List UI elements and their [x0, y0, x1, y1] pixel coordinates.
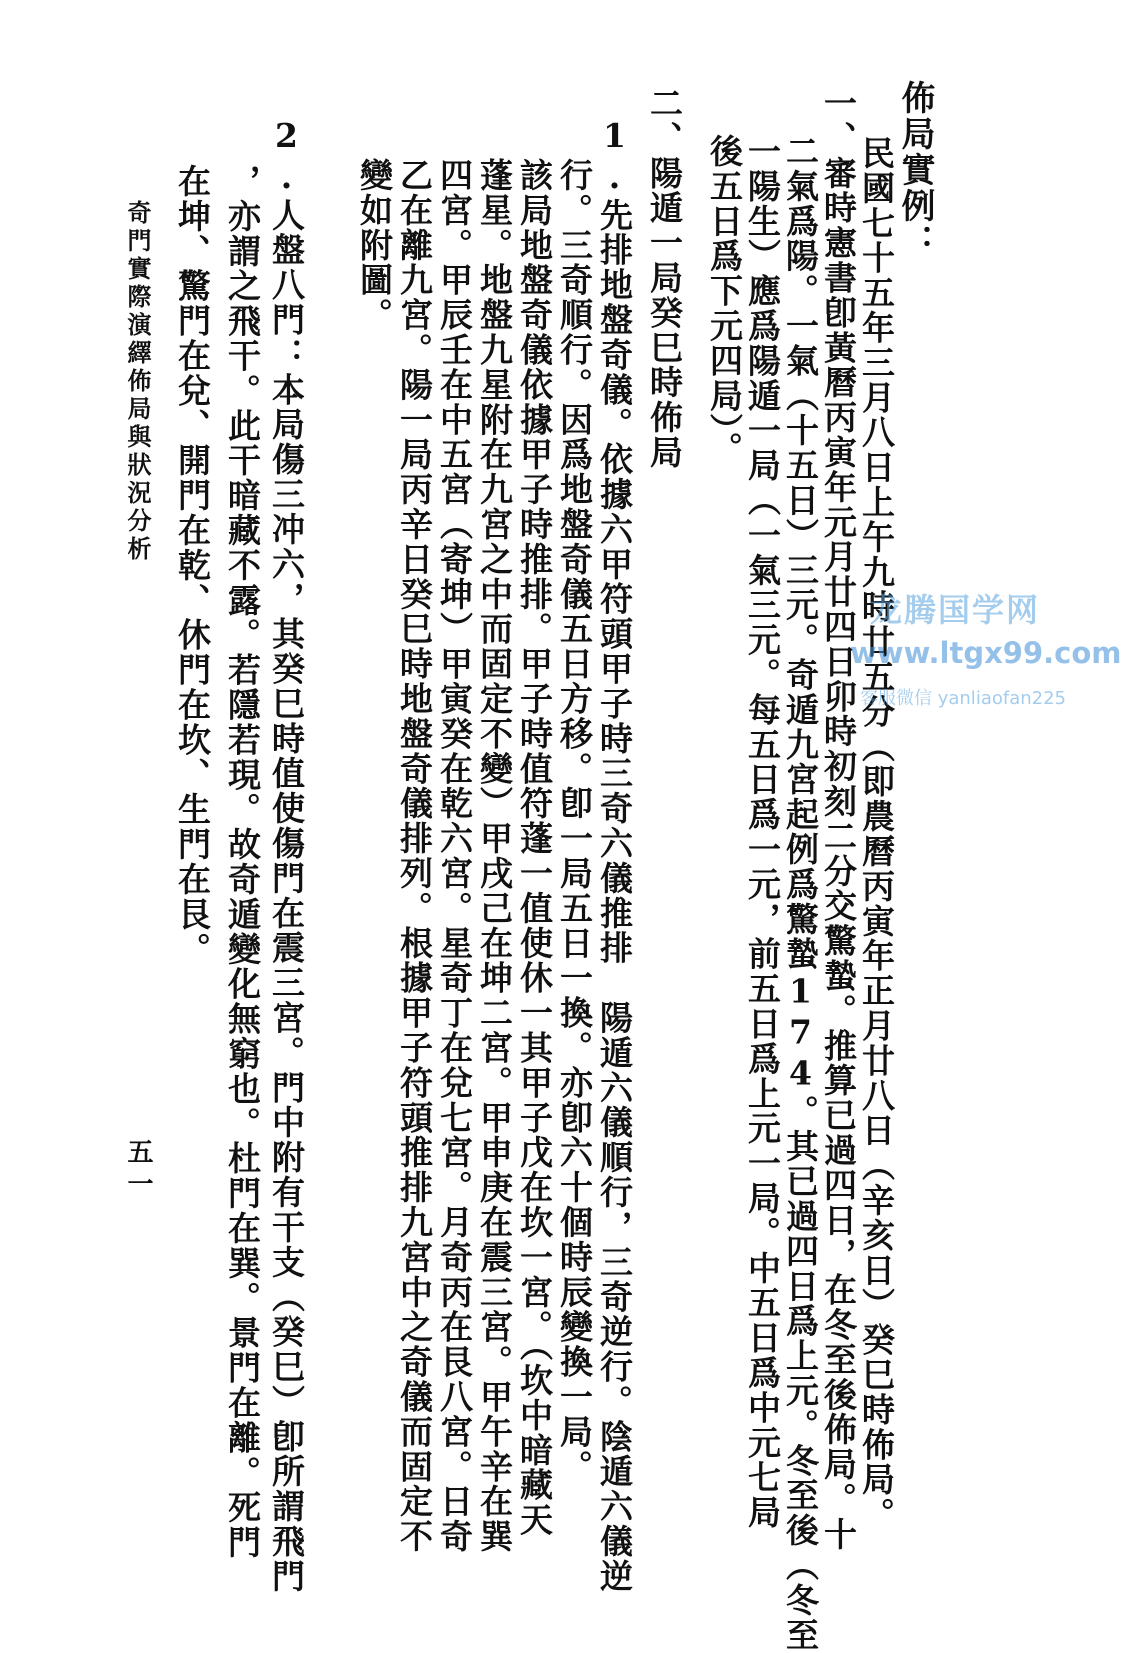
watermark-url: www.ltgx99.com — [850, 636, 1122, 670]
text-column: 乙在離九宮。陽一局丙辛日癸巳時地盤奇儀排列。根據甲子符頭推排九宮中之奇儀而固定不 — [395, 158, 434, 1554]
text-column: 民國七十五年三月八日上午九時廿五分（即農曆丙寅年正月廿八日（辛亥日）癸巳時佈局。 — [857, 136, 896, 1532]
watermark-brand: 龙腾国学网 — [870, 591, 1041, 629]
watermark-contact: 客服微信 yanliaofan225 — [860, 688, 1066, 709]
text-column: 一陽生）應爲陽遁一局（一氣三元。每五日爲一元，前五日爲上元一局。中五日爲中元七局 — [743, 134, 782, 1530]
text-column: 行。三奇順行。因爲地盤奇儀五日方移。卽一局五日一換。亦卽六十個時辰變換一局。 — [555, 158, 594, 1485]
text-column: 變如附圖。 — [355, 158, 394, 333]
section-heading: 佈局實例： — [895, 80, 935, 260]
running-head: 奇門實際演繹佈局與狀況分析 — [123, 200, 152, 564]
text-column: ，亦謂之飛干。此干暗藏不露。若隱若現。故奇遁變化無窮也。杜門在巽。景門在離。死門 — [223, 164, 262, 1560]
text-column: 該局地盤奇儀依據甲子時推排。甲子時值符蓬一值使休一其甲子戊在坎一宮。（坎中暗藏天 — [515, 158, 554, 1538]
subsection-heading: 二、陽遁一局癸巳時佈局 — [645, 86, 684, 470]
text-column: 一、審時憲書卽黃曆丙寅年元月廿四日卯時初刻二分交驚蟄。推算已過四日，在冬至後佈局。十 — [819, 86, 858, 1552]
text-column: 四宮。甲辰壬在中五宮（寄坤）甲寅癸在乾六宮。星奇丁在兌七宮。月奇丙在艮八宮。日奇 — [435, 158, 474, 1554]
page-number: 五一 — [123, 1138, 153, 1202]
text-column: 蓬星。地盤九星附在九宮之中而固定不變）甲戌己在坤二宮。甲申庚在震三宮。甲午辛在巽 — [475, 158, 514, 1554]
text-column: 後五日爲下元四局）。 — [705, 134, 744, 467]
text-column: 二氣爲陽。一氣（十五日）三元。奇遁九宮起例爲驚蟄174。其已過四日爲上元。冬至後（冬至 — [781, 134, 820, 1653]
text-column: 在坤、驚門在兌、開門在乾、休門在坎、生門在艮。 — [173, 164, 212, 967]
text-column: 1.先排地盤奇儀。依據六甲符頭甲子時三奇六儀推排 陽遁六儀順行，三奇逆行。陰遁六儀逆 — [595, 116, 634, 1594]
text-column: 2.人盤八門：本局傷三冲六，其癸巳時值使傷門在震三宮。門中附有干支（癸巳）卽所謂飛門 — [267, 116, 306, 1594]
